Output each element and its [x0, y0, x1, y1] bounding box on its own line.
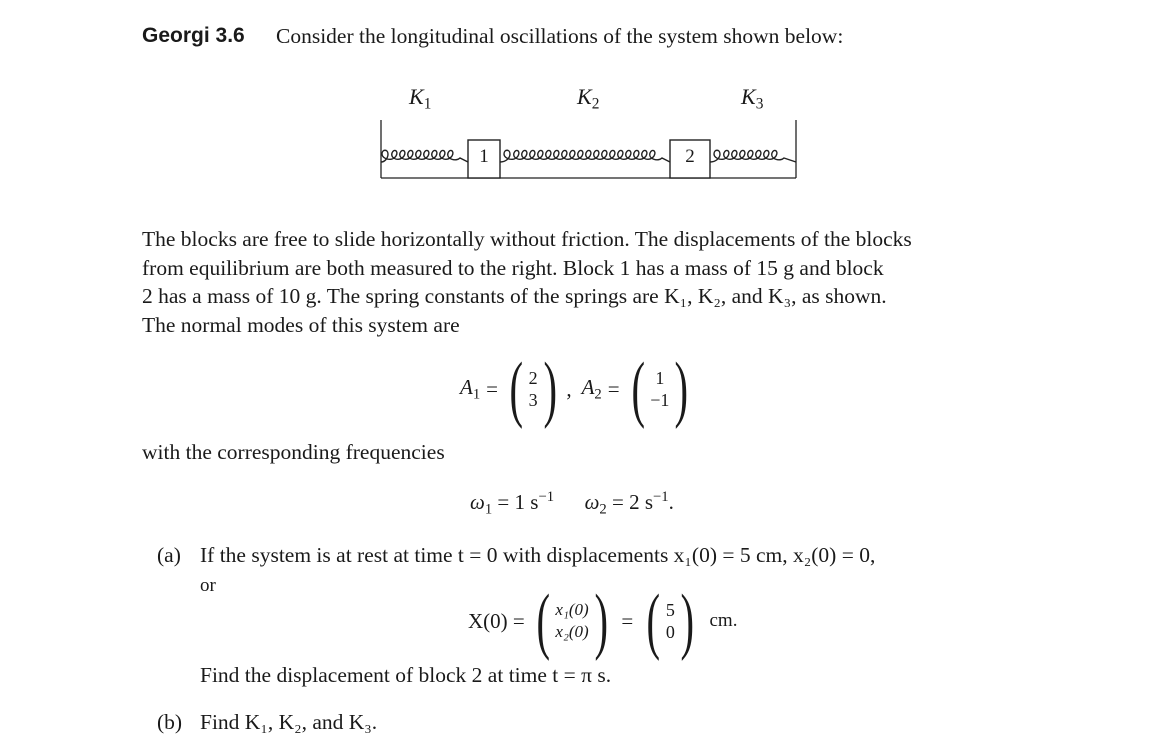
- mode-a1-label: $A_1$: [460, 374, 481, 403]
- paragraph-line: The normal modes of this system are: [142, 312, 460, 337]
- paragraph: [142, 225, 912, 339]
- frequencies-intro: with the corresponding frequencies: [142, 440, 445, 464]
- spring-k1: [381, 150, 468, 162]
- problem-label: Georgi 3.6: [142, 24, 245, 47]
- spring-k3: [710, 150, 796, 162]
- initial-condition-equation: X(0) = ( x₁(0) x₂(0) ) = ( 5 0 ) cm.: [468, 580, 738, 662]
- x0-label: X(0) =: [468, 608, 525, 633]
- spring-label-k1: $K_1$: [409, 84, 432, 113]
- unit: cm.: [709, 610, 738, 631]
- value-vector: 5 0: [665, 600, 675, 642]
- mode-a2-label: $A_2$: [581, 374, 602, 403]
- spring-label-k2: $K_2$: [577, 84, 600, 113]
- mode-a2-vector: 1 −1: [650, 368, 670, 410]
- part-b-text: Find K₁, K₂, and K₃.: [200, 710, 378, 734]
- paragraph-line: from equilibrium are both measured to the right. Block 1 has a mass of 15 g and block: [142, 255, 884, 280]
- block-2-label: 2: [685, 146, 695, 167]
- part-a-line2: or: [200, 575, 216, 596]
- mass-spring-figure: [370, 112, 810, 188]
- spring-label-k3: $K_3$: [741, 84, 764, 113]
- frequencies-equation: $\omega_1 = 1$ $s^{-1}$ $\omega_2 = 2$ $s^{-1}$.: [470, 489, 674, 518]
- part-a-marker: (a): [157, 543, 181, 567]
- spring-k2: [500, 150, 670, 162]
- part-b-marker: (b): [157, 710, 183, 734]
- x-vector: x₁(0) x₂(0): [555, 600, 589, 641]
- part-a-question: Find the displacement of block 2 at time t = π s.: [200, 663, 612, 687]
- problem-intro: Consider the longitudinal oscillations of the system shown below:: [276, 24, 844, 48]
- part-a-line1: If the system is at rest at time t = 0 with displacements x₁(0) = 5 cm, x₂(0) = 0,: [200, 543, 876, 567]
- mode-a1-vector: 2 3: [528, 368, 538, 410]
- block-1-label: 1: [479, 146, 489, 167]
- paragraph-line: The blocks are free to slide horizontally without friction. The displacements of the blocks: [142, 227, 912, 251]
- paragraph-line: 2 has a mass of 10 g. The spring constants of the springs are K₁, K₂, and K₃, as shown.: [142, 284, 887, 309]
- normal-modes-equation: $A_1$ = ( 2 3 ) , $A_2$ = ( 1 −1 ): [460, 348, 689, 430]
